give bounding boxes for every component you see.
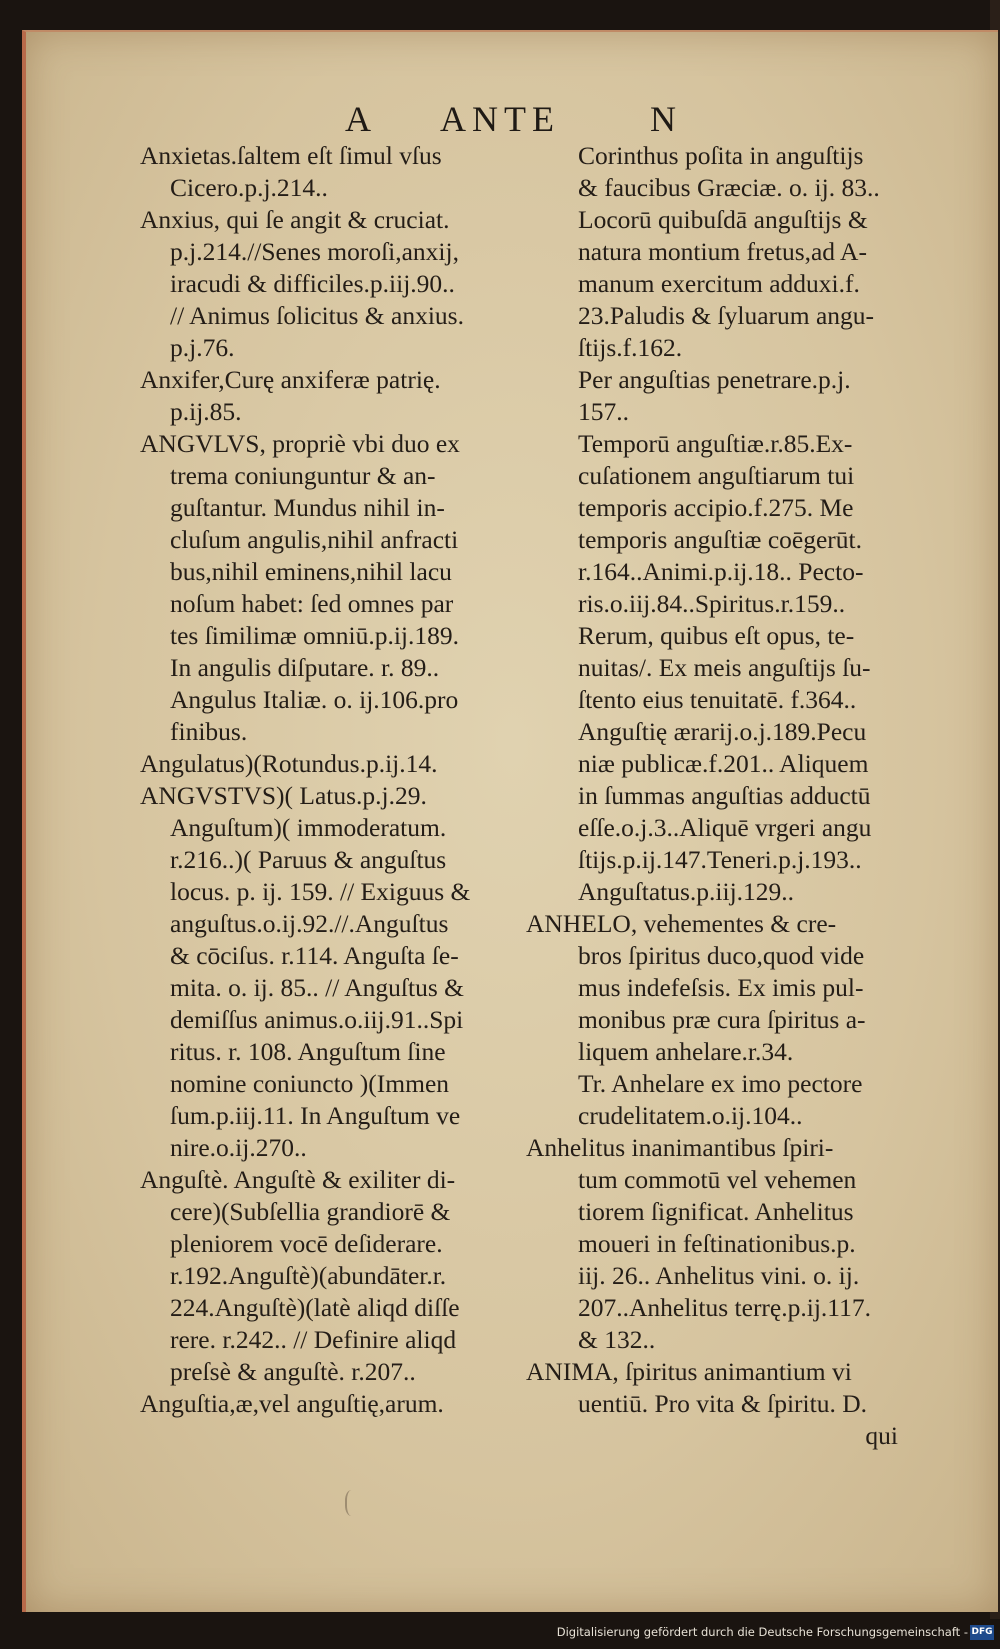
entry-line: demiſſus animus.o.iij.91..Spi bbox=[170, 1005, 464, 1034]
header-title: ANTE bbox=[440, 99, 560, 139]
entry-line: cuſationem anguſtiarum tui bbox=[578, 461, 855, 490]
entry-line: eſſe.o.j.3..Aliquē vrgeri angu bbox=[578, 813, 872, 842]
entry-line: & faucibus Græciæ. o. ij. 83.. bbox=[578, 173, 880, 202]
entry-line: temporis anguſtiæ coēgerūt. bbox=[578, 525, 862, 554]
headword-line: Anxius, qui ſe angit & cruciat. bbox=[140, 205, 450, 234]
entry-line: preſsè & anguſtè. r.207.. bbox=[170, 1357, 416, 1386]
entry-line: crudelitatem.o.ij.104.. bbox=[578, 1101, 803, 1130]
entry-line: pleniorem vocē deſiderare. bbox=[170, 1229, 443, 1258]
entry-line: Tr. Anhelare ex imo pectore bbox=[578, 1069, 863, 1098]
entry-line: Angulus Italiæ. o. ij.106.pro bbox=[170, 685, 459, 714]
entry-line: 157.. bbox=[578, 397, 629, 426]
entry-line: cluſum angulis,nihil anfracti bbox=[170, 525, 459, 554]
margin-mark bbox=[345, 1490, 361, 1516]
entry-line: manum exercitum adduxi.f. bbox=[578, 269, 860, 298]
entry-line: 207..Anhelitus terrę.p.ij.117. bbox=[578, 1293, 871, 1322]
entry-line: r.216..)( Paruus & anguſtus bbox=[170, 845, 447, 874]
entry-line: Cicero.p.j.214.. bbox=[170, 173, 328, 202]
entry-line: bus,nihil eminens,nihil lacu bbox=[170, 557, 452, 586]
headword-line: Anxietas.ſaltem eſt ſimul vſus bbox=[140, 141, 442, 170]
entry-line: tum commotū vel vehemen bbox=[578, 1165, 857, 1194]
entry-line: finibus. bbox=[170, 717, 248, 746]
headword-line: ANHELO, vehementes & cre- bbox=[526, 909, 837, 938]
entry-line: uentiū. Pro vita & ſpiritu. D. bbox=[578, 1389, 867, 1418]
entry-line: nomine coniuncto )(Immen bbox=[170, 1069, 450, 1098]
entry-line: 224.Anguſtè)(latè aliqd diſſe bbox=[170, 1293, 460, 1322]
entry-line: iij. 26.. Anhelitus vini. o. ij. bbox=[578, 1261, 860, 1290]
entry-line: iracudi & difficiles.p.iij.90.. bbox=[170, 269, 455, 298]
entry-line: r.192.Anguſtè)(abundāter.r. bbox=[170, 1261, 447, 1290]
entry-line: & 132.. bbox=[578, 1325, 656, 1354]
entry-line: Anguſtię ærarij.o.j.189.Pecu bbox=[578, 717, 867, 746]
entry-line: temporis accipio.f.275. Me bbox=[578, 493, 854, 522]
header-letter-left: A bbox=[345, 99, 377, 139]
catchword: qui bbox=[865, 1421, 898, 1450]
entry-line: locus. p. ij. 159. // Exiguus & bbox=[170, 877, 471, 906]
entry-line: ſtento eius tenuitatē. f.364.. bbox=[578, 685, 857, 714]
entry-line: p.ij.85. bbox=[170, 397, 242, 426]
digitization-footer bbox=[0, 1619, 1000, 1649]
entry-line: // Animus ſolicitus & anxius. bbox=[170, 301, 464, 330]
right-column bbox=[526, 140, 948, 1452]
entry-line: tiorem ſignificat. Anhelitus bbox=[578, 1197, 854, 1226]
entry-line: noſum habet: ſed omnes par bbox=[170, 589, 454, 618]
headword-line: ANGVLVS, propriè vbi duo ex bbox=[140, 429, 460, 458]
entry-line: ritus. r. 108. Anguſtum ſine bbox=[170, 1037, 446, 1066]
entry-line: p.j.76. bbox=[170, 333, 235, 362]
entry-line: mita. o. ij. 85.. // Anguſtus & bbox=[170, 973, 464, 1002]
entry-line: ſtijs.p.ij.147.Teneri.p.j.193.. bbox=[578, 845, 862, 874]
headword-line: Anguſtè. Anguſtè & exiliter di- bbox=[140, 1165, 456, 1194]
entry-line: Rerum, quibus eſt opus, te- bbox=[578, 621, 855, 650]
headword-line: ANIMA, ſpiritus animantium vi bbox=[526, 1357, 852, 1386]
entry-line: & cōciſus. r.114. Anguſta ſe- bbox=[170, 941, 459, 970]
entry-line: p.j.214.//Senes moroſi,anxij, bbox=[170, 237, 459, 266]
headword-line: Anguſtia,æ,vel anguſtię,arum. bbox=[140, 1389, 444, 1418]
header-letter-right: N bbox=[650, 99, 682, 139]
entry-line: in ſummas anguſtias adductū bbox=[578, 781, 871, 810]
entry-line: moueri in feſtinationibus.p. bbox=[578, 1229, 856, 1258]
entry-line: Per anguſtias penetrare.p.j. bbox=[578, 365, 851, 394]
entry-line: nire.o.ij.270.. bbox=[170, 1133, 307, 1162]
entry-line: guſtantur. Mundus nihil in- bbox=[170, 493, 445, 522]
entry-line: 23.Paludis & ſyluarum angu- bbox=[578, 301, 875, 330]
running-header bbox=[0, 98, 1000, 138]
entry-line: cere)(Subſellia grandiorē & bbox=[170, 1197, 451, 1226]
entry-line: ris.o.iij.84..Spiritus.r.159.. bbox=[578, 589, 846, 618]
entry-line: anguſtus.o.ij.92.//.Anguſtus bbox=[170, 909, 449, 938]
entry-line: natura montium fretus,ad A- bbox=[578, 237, 867, 266]
entry-line: rere. r.242.. // Definire aliqd bbox=[170, 1325, 457, 1354]
entry-line: trema coniunguntur & an- bbox=[170, 461, 436, 490]
entry-line: tes ſimilimæ omniū.p.ij.189. bbox=[170, 621, 460, 650]
entry-line: mus indefeſsis. Ex imis pul- bbox=[578, 973, 864, 1002]
entry-line: monibus præ cura ſpiritus a- bbox=[578, 1005, 866, 1034]
dfg-logo-icon: DFG bbox=[970, 1625, 994, 1640]
entry-line: In angulis diſputare. r. 89.. bbox=[170, 653, 440, 682]
entry-line: Corinthus poſita in anguſtijs bbox=[578, 141, 864, 170]
headword-line: Anxifer,Curę anxiferæ patrię. bbox=[140, 365, 441, 394]
left-column bbox=[140, 140, 535, 1420]
entry-line: Temporū anguſtiæ.r.85.Ex- bbox=[578, 429, 853, 458]
entry-line: liquem anhelare.r.34. bbox=[578, 1037, 794, 1066]
headword-line: Angulatus)(Rotundus.p.ij.14. bbox=[140, 749, 438, 778]
entry-line: niæ publicæ.f.201.. Aliquem bbox=[578, 749, 869, 778]
entry-line: r.164..Animi.p.ij.18.. Pecto- bbox=[578, 557, 864, 586]
entry-line: ſum.p.iij.11. In Anguſtum ve bbox=[170, 1101, 461, 1130]
entry-line: Anguſtatus.p.iij.129.. bbox=[578, 877, 795, 906]
entry-line: Locorū quibuſdā anguſtijs & bbox=[578, 205, 868, 234]
entry-line: Anguſtum)( immoderatum. bbox=[170, 813, 447, 842]
headword-line: Anhelitus inanimantibus ſpiri- bbox=[526, 1133, 834, 1162]
entry-line: nuitas/. Ex meis anguſtijs ſu- bbox=[578, 653, 871, 682]
funding-notice: Digitalisierung gefördert durch die Deutsche Forschungsgemeinschaft - bbox=[556, 1625, 968, 1639]
entry-line: bros ſpiritus duco,quod vide bbox=[578, 941, 865, 970]
headword-line: ANGVSTVS)( Latus.p.j.29. bbox=[140, 781, 427, 810]
entry-line: ſtijs.f.162. bbox=[578, 333, 683, 362]
